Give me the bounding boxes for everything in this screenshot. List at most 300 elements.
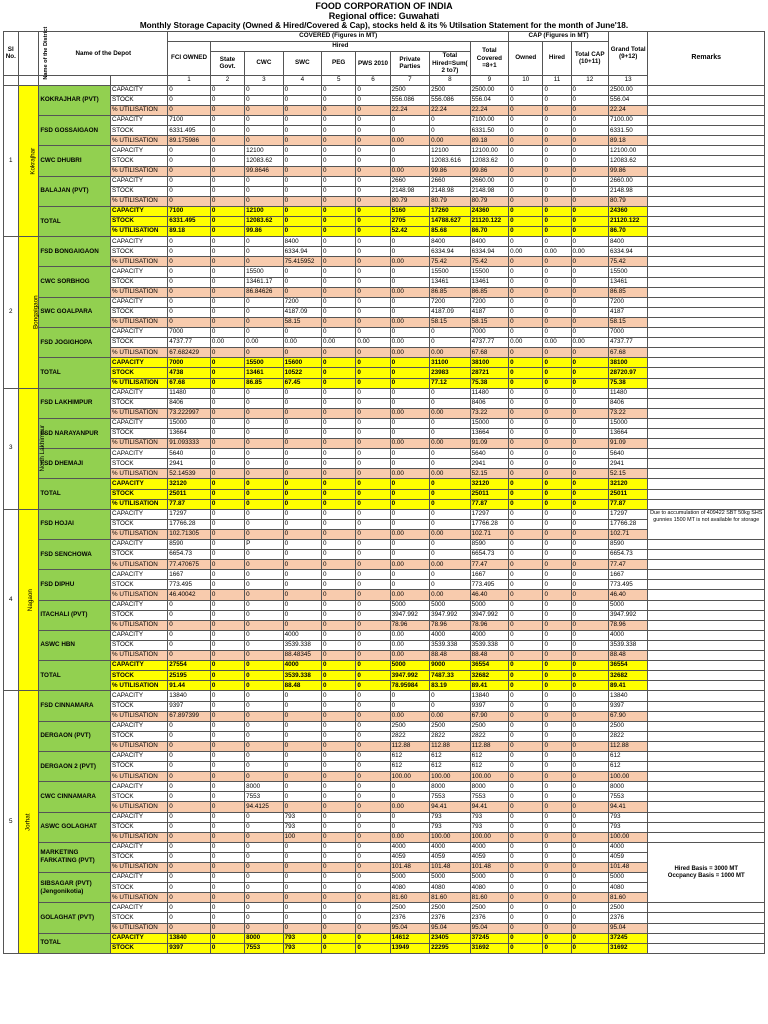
data-cell: 4000	[470, 630, 508, 640]
data-cell: 0	[390, 297, 430, 307]
data-cell: 0	[245, 842, 283, 852]
data-cell: 0	[210, 217, 244, 227]
data-cell: 0	[322, 903, 356, 913]
data-cell: 0	[543, 772, 571, 782]
data-cell: 0	[210, 792, 244, 802]
data-cell: 27554	[168, 661, 211, 671]
data-cell: 11480	[608, 388, 648, 398]
data-cell: 0	[283, 923, 321, 933]
row-type: % UTILISATION	[111, 499, 168, 509]
data-cell: 0	[245, 297, 283, 307]
table-row	[4, 186, 765, 196]
data-cell: 32120	[608, 479, 648, 489]
data-cell: 91.44	[168, 681, 211, 691]
row-type: STOCK	[111, 217, 168, 227]
data-cell: 0	[322, 721, 356, 731]
data-cell: 0	[390, 479, 430, 489]
row-type: % UTILISATION	[111, 287, 168, 297]
data-cell: 0	[390, 418, 430, 428]
header-swc: SWC	[283, 52, 321, 76]
data-cell: 0	[543, 348, 571, 358]
data-cell: 0	[283, 893, 321, 903]
table-row	[4, 408, 765, 418]
data-cell: 0	[356, 297, 390, 307]
data-cell: 0.00	[430, 348, 471, 358]
header-cap-owned: Owned	[509, 42, 543, 76]
data-cell: 0	[245, 580, 283, 590]
data-cell: 0	[543, 105, 571, 115]
data-cell: 0	[430, 388, 471, 398]
header-total-hired: Total Hired=Sum( 2 to7)	[430, 52, 471, 76]
data-cell: 31100	[430, 358, 471, 368]
data-cell: 612	[608, 751, 648, 761]
data-cell: 0	[543, 711, 571, 721]
data-cell: 0	[245, 509, 283, 519]
row-type: STOCK	[111, 428, 168, 438]
data-cell: 99.86	[430, 166, 471, 176]
row-type: % UTILISATION	[111, 590, 168, 600]
data-cell: 0	[356, 439, 390, 449]
data-cell: 94.4125	[245, 802, 283, 812]
remarks-cell	[648, 388, 765, 398]
data-cell: 86.70	[608, 227, 648, 237]
data-cell: 0	[543, 540, 571, 550]
remarks-cell	[648, 479, 765, 489]
data-cell: 0	[543, 923, 571, 933]
data-cell: 0	[430, 580, 471, 590]
table-body	[4, 85, 765, 953]
data-cell: 0	[356, 620, 390, 630]
data-cell: 0	[210, 176, 244, 186]
data-cell: 0.00	[571, 247, 608, 257]
data-cell: 13840	[168, 933, 211, 943]
data-cell: 0	[571, 620, 608, 630]
remarks-cell	[648, 792, 765, 802]
data-cell: 22.24	[390, 105, 430, 115]
data-cell: 0	[283, 802, 321, 812]
data-cell: 0	[356, 580, 390, 590]
data-cell: 0	[283, 580, 321, 590]
data-cell: 21120.122	[470, 217, 508, 227]
data-cell: 0	[571, 721, 608, 731]
data-cell: 100.00	[608, 772, 648, 782]
data-cell: 37245	[608, 933, 648, 943]
data-cell: 95.04	[430, 923, 471, 933]
header-cap: CAP (Figures in MT)	[509, 32, 609, 42]
data-cell: 6331.50	[608, 126, 648, 136]
row-type: CAPACITY	[111, 479, 168, 489]
data-cell: 0	[509, 913, 543, 923]
data-cell: 0	[543, 257, 571, 267]
data-cell: 0	[283, 550, 321, 560]
data-cell: 23405	[430, 933, 471, 943]
remarks-cell	[648, 943, 765, 953]
data-cell: 0	[571, 782, 608, 792]
data-cell: 0	[356, 499, 390, 509]
data-cell: 78.96	[470, 620, 508, 630]
data-cell: 0	[210, 519, 244, 529]
data-cell: 0	[509, 772, 543, 782]
remarks-cell	[648, 126, 765, 136]
remarks-cell	[648, 227, 765, 237]
data-cell: 0	[283, 287, 321, 297]
data-cell: 0	[571, 681, 608, 691]
row-type: % UTILISATION	[111, 529, 168, 539]
data-cell: 2822	[470, 731, 508, 741]
data-cell: 0	[571, 186, 608, 196]
data-cell: 0	[322, 257, 356, 267]
data-cell: 0	[509, 721, 543, 731]
data-cell: 0	[210, 883, 244, 893]
data-cell: 0.00	[543, 338, 571, 348]
data-cell: 0.00	[390, 469, 430, 479]
remarks-cell	[648, 297, 765, 307]
column-number: 3	[245, 75, 283, 85]
data-cell: 793	[608, 812, 648, 822]
data-cell: 25011	[470, 489, 508, 499]
row-type: % UTILISATION	[111, 741, 168, 751]
table-row	[4, 842, 765, 852]
data-cell: 3539.338	[283, 640, 321, 650]
row-type: % UTILISATION	[111, 620, 168, 630]
data-cell: 793	[430, 812, 471, 822]
depot-name: DERGAON 2 (PVT)	[39, 751, 111, 781]
data-cell: 0	[356, 257, 390, 267]
data-cell: 0	[356, 105, 390, 115]
data-cell: 0	[210, 307, 244, 317]
data-cell: 15000	[168, 418, 211, 428]
data-cell: 0	[509, 802, 543, 812]
data-cell: 0	[322, 287, 356, 297]
data-cell: 0	[543, 479, 571, 489]
data-cell: 0	[571, 852, 608, 862]
data-cell: 17766.28	[168, 519, 211, 529]
data-cell: 0	[509, 842, 543, 852]
data-cell: 67.45	[283, 378, 321, 388]
data-cell: 0	[390, 428, 430, 438]
data-cell: 0	[543, 408, 571, 418]
table-row	[4, 166, 765, 176]
data-cell: 4000	[608, 630, 648, 640]
data-cell: 0	[168, 741, 211, 751]
data-cell: 88.48	[470, 651, 508, 661]
data-cell: 75.42	[430, 257, 471, 267]
data-cell: 0	[322, 439, 356, 449]
table-row	[4, 156, 765, 166]
data-cell: 2148.98	[470, 186, 508, 196]
data-cell: 793	[283, 943, 321, 953]
data-cell: 0	[571, 590, 608, 600]
data-cell: 0	[571, 550, 608, 560]
data-cell: 0	[322, 560, 356, 570]
data-cell: 0	[571, 388, 608, 398]
data-cell: 2148.98	[608, 186, 648, 196]
data-cell: 99.86	[470, 166, 508, 176]
remarks-cell	[648, 459, 765, 469]
data-cell: 0	[322, 550, 356, 560]
data-cell: 0	[322, 923, 356, 933]
remarks-cell	[648, 449, 765, 459]
data-cell: 0	[210, 428, 244, 438]
data-cell: 0	[509, 590, 543, 600]
data-cell: 0	[509, 398, 543, 408]
data-cell: 0	[543, 681, 571, 691]
data-cell: 3947.992	[390, 610, 430, 620]
data-cell: 0	[509, 186, 543, 196]
remarks-cell	[648, 95, 765, 105]
data-cell: 0.00	[390, 257, 430, 267]
data-cell: 8000	[245, 933, 283, 943]
data-cell: 0	[245, 479, 283, 489]
data-cell: 4000	[430, 842, 471, 852]
data-cell: 0.00	[571, 338, 608, 348]
data-cell: 8400	[608, 237, 648, 247]
data-cell: 0	[168, 842, 211, 852]
depot-name: FSD JOGIGHOPA	[39, 328, 111, 358]
data-cell: 5000	[430, 873, 471, 883]
remarks-cell	[648, 741, 765, 751]
data-cell: 0	[509, 711, 543, 721]
table-row	[4, 287, 765, 297]
data-cell: 112.88	[608, 741, 648, 751]
data-cell: 4000	[430, 630, 471, 640]
data-cell: 0	[509, 651, 543, 661]
data-cell: 12100.00	[608, 146, 648, 156]
data-cell: 0	[245, 772, 283, 782]
table-row	[4, 691, 765, 701]
data-cell: 0	[509, 277, 543, 287]
row-type: STOCK	[111, 762, 168, 772]
data-cell: 0	[322, 590, 356, 600]
data-cell: 0	[543, 267, 571, 277]
data-cell: 13461	[470, 277, 508, 287]
depot-name: MARKETING FARKATING (PVT)	[39, 842, 111, 872]
data-cell: 0	[322, 105, 356, 115]
data-cell: 0	[245, 741, 283, 751]
header-total-cap: Total CAP (10+11)	[571, 42, 608, 76]
table-row	[4, 368, 765, 378]
data-cell: 75.38	[470, 378, 508, 388]
data-cell: 8590	[608, 540, 648, 550]
data-cell: 0	[571, 630, 608, 640]
data-cell: 0	[543, 812, 571, 822]
data-cell: 0	[430, 328, 471, 338]
data-cell: 0	[283, 721, 321, 731]
data-cell: 0	[322, 358, 356, 368]
remarks-cell	[648, 418, 765, 428]
data-cell: 0	[571, 398, 608, 408]
data-cell: 0	[356, 358, 390, 368]
data-cell: 0	[509, 126, 543, 136]
data-cell: 100.00	[608, 832, 648, 842]
data-cell: 0	[210, 873, 244, 883]
data-cell: 0	[283, 408, 321, 418]
data-cell: 0	[356, 408, 390, 418]
data-cell: 0	[509, 297, 543, 307]
data-cell: 793	[283, 933, 321, 943]
data-cell: 0	[322, 328, 356, 338]
data-cell: 0	[356, 166, 390, 176]
table-row	[4, 95, 765, 105]
table-row	[4, 661, 765, 671]
data-cell: 0	[210, 610, 244, 620]
data-cell: 0	[322, 217, 356, 227]
data-cell: 0	[543, 227, 571, 237]
serial-number: 3	[4, 388, 19, 509]
data-cell: 0	[543, 741, 571, 751]
data-cell: 7000	[168, 358, 211, 368]
data-cell: 0	[210, 741, 244, 751]
data-cell: 0	[245, 610, 283, 620]
data-cell: 0	[210, 489, 244, 499]
data-cell: 17297	[168, 509, 211, 519]
row-type: CAPACITY	[111, 721, 168, 731]
header-covered: COVERED (Figures in MT)	[168, 32, 509, 42]
data-cell: 8406	[470, 398, 508, 408]
data-cell: 0	[356, 378, 390, 388]
data-cell: 0	[322, 772, 356, 782]
data-cell: 95.04	[470, 923, 508, 933]
data-cell: 0	[543, 610, 571, 620]
data-cell: 0	[322, 277, 356, 287]
data-cell: 5000	[608, 873, 648, 883]
data-cell: 0	[283, 206, 321, 216]
data-cell: 13840	[608, 691, 648, 701]
data-cell: 0	[322, 85, 356, 95]
data-cell: 0	[210, 317, 244, 327]
data-cell: 0	[245, 630, 283, 640]
column-number: 9	[470, 75, 508, 85]
data-cell: 0	[543, 146, 571, 156]
data-cell: 4080	[430, 883, 471, 893]
data-cell: 0	[245, 418, 283, 428]
data-cell: 0	[509, 630, 543, 640]
data-cell: 67.68	[470, 348, 508, 358]
data-cell: 0	[430, 338, 471, 348]
table-row	[4, 116, 765, 126]
data-cell: 73.222997	[168, 408, 211, 418]
data-cell: 99.8646	[245, 166, 283, 176]
data-cell: 6654.73	[608, 550, 648, 560]
data-cell: 0	[245, 913, 283, 923]
row-type: % UTILISATION	[111, 348, 168, 358]
row-type: CAPACITY	[111, 267, 168, 277]
data-cell: 7200	[430, 297, 471, 307]
data-cell: 0	[390, 378, 430, 388]
data-cell: 0	[245, 822, 283, 832]
data-cell: 0	[245, 832, 283, 842]
data-cell: 0	[210, 802, 244, 812]
data-cell: 0	[543, 136, 571, 146]
report-statement: Monthly Storage Capacity (Owned & Hired/Covered & Cap), stocks held & its % Utilsation Statement for the month of June'18.	[139, 21, 629, 30]
data-cell: 0	[210, 206, 244, 216]
data-cell: 7100.00	[608, 116, 648, 126]
row-type: % UTILISATION	[111, 439, 168, 449]
data-cell: 0	[543, 802, 571, 812]
data-cell: 0	[322, 671, 356, 681]
data-cell: 0	[571, 772, 608, 782]
data-cell: 0	[245, 116, 283, 126]
data-cell: 0	[283, 105, 321, 115]
data-cell: 88.48	[430, 651, 471, 661]
table-row	[4, 257, 765, 267]
table-row	[4, 600, 765, 610]
data-cell: 9397	[168, 701, 211, 711]
data-cell: 0	[322, 681, 356, 691]
depot-name: FSD LAKHIMPUR	[39, 388, 111, 418]
data-cell: 52.14539	[168, 469, 211, 479]
data-cell: 0	[356, 842, 390, 852]
data-cell: 2500	[608, 903, 648, 913]
serial-number: 5	[4, 691, 19, 953]
data-cell: 0	[245, 711, 283, 721]
data-cell: 0	[509, 620, 543, 630]
data-cell: 91.093333	[168, 439, 211, 449]
data-cell: 0	[430, 459, 471, 469]
data-cell: 0	[430, 126, 471, 136]
report-subtitle: Regional office: Guwahati	[328, 11, 440, 21]
data-cell: 0	[509, 600, 543, 610]
data-cell: 5000	[608, 600, 648, 610]
remarks-cell	[648, 136, 765, 146]
data-cell: 0	[322, 913, 356, 923]
row-type: % UTILISATION	[111, 711, 168, 721]
data-cell: 0	[571, 206, 608, 216]
data-cell: 0	[571, 196, 608, 206]
data-cell: 0	[245, 105, 283, 115]
table-row	[4, 540, 765, 550]
data-cell: 2822	[608, 731, 648, 741]
data-cell: 0	[543, 873, 571, 883]
group-total-label: TOTAL	[39, 358, 111, 388]
data-cell: 0	[356, 661, 390, 671]
depot-name: CWC DHUBRI	[39, 146, 111, 176]
data-cell: 0	[245, 893, 283, 903]
data-cell: 4187	[470, 307, 508, 317]
data-cell: 0	[283, 731, 321, 741]
data-cell: 0	[210, 237, 244, 247]
row-type: STOCK	[111, 671, 168, 681]
data-cell: 3539.338	[430, 640, 471, 650]
data-cell: 0	[322, 873, 356, 883]
data-cell: 0	[543, 550, 571, 560]
data-cell: 0	[168, 287, 211, 297]
data-cell: 13840	[168, 691, 211, 701]
data-cell: 0	[571, 136, 608, 146]
data-cell: 0	[571, 297, 608, 307]
data-cell: 0	[509, 812, 543, 822]
data-cell: 0	[245, 852, 283, 862]
data-cell: 0	[509, 489, 543, 499]
data-cell: 8406	[168, 398, 211, 408]
table-row	[4, 822, 765, 832]
data-cell: 0	[509, 136, 543, 146]
data-cell: 4059	[470, 852, 508, 862]
row-type: CAPACITY	[111, 600, 168, 610]
data-cell: 0	[168, 166, 211, 176]
data-cell: 0	[390, 570, 430, 580]
data-cell: 0	[210, 257, 244, 267]
data-cell: 12100	[245, 146, 283, 156]
remarks-cell	[648, 176, 765, 186]
data-cell: 0	[322, 297, 356, 307]
data-cell: 0	[390, 812, 430, 822]
row-type: STOCK	[111, 731, 168, 741]
data-cell: 8000	[470, 782, 508, 792]
data-cell: 0	[543, 792, 571, 802]
data-cell: 4737.77	[608, 338, 648, 348]
data-cell: 0	[356, 721, 390, 731]
